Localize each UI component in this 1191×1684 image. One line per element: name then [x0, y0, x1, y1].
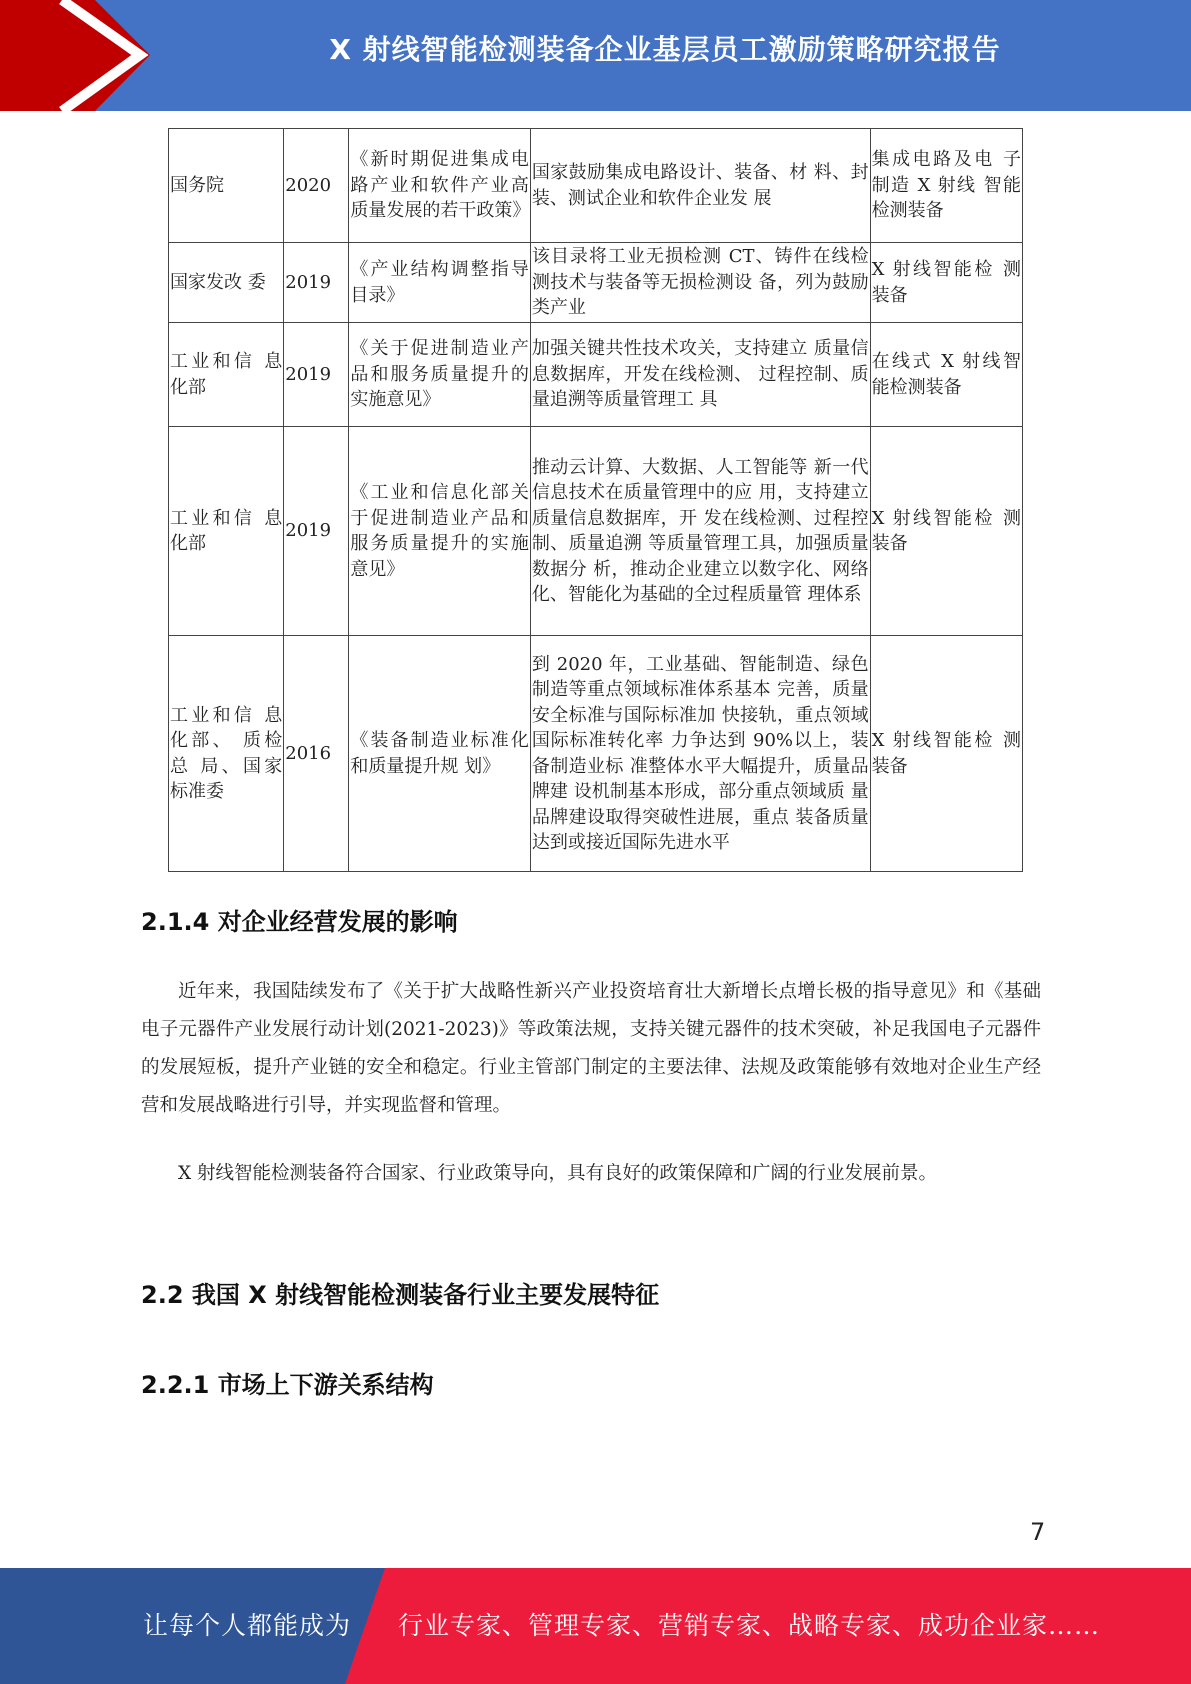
body-paragraph: 近年来，我国陆续发布了《关于扩大战略性新兴产业投资培育壮大新增长点增长极的指导意见》和《基础电子元器件产业发展行动计划(2021-2023)》等政策法规，支持关键元器件的技术突破，补足我国电子元器件的发展短板，提升产业链的安全和稳定。行业主管部门制定的主要法律、法规及政策能够有效地对企业生产经营和发展战略进行引导，并实现监督和管理。	[141, 981, 1041, 1116]
policy-cell: 《新时期促进集成电路产业和软件产业高质量发展的若干政策》	[349, 129, 530, 243]
content-cell: 推动云计算、大数据、人工智能等 新一代信息技术在质量管理中的应 用，支持建立质量信息数据库，开 发在线检测、过程控制、质量追溯 等质量管理工具，加强质量数据分 析，推动企业建立以数字化、网络 化、智能化为基础的全过程质量管 理体系	[530, 427, 870, 636]
issuer-cell: 工业和信 息化部	[169, 427, 284, 636]
year-cell: 2019	[284, 243, 349, 323]
policy-cell: 《产业结构调整指导目录》	[349, 243, 530, 323]
issuer-cell: 工业和信 息化部	[169, 323, 284, 427]
footer-slogan-right: 行业专家、管理专家、营销专家、战略专家、成功企业家……	[398, 1611, 1101, 1640]
year-cell: 2019	[284, 427, 349, 636]
policy-cell: 《装备制造业标准化和质量提升规 划》	[349, 636, 530, 872]
field-cell: X 射线智能检 测装备	[870, 427, 1022, 636]
table-row	[169, 427, 1023, 636]
table-row	[169, 129, 1023, 243]
year-cell: 2019	[284, 323, 349, 427]
footer-banner	[0, 1568, 1191, 1684]
policy-cell: 《工业和信息化部关于促进制造业产品和服务质量提升的实施意见》	[349, 427, 530, 636]
policy-table	[168, 128, 1023, 872]
content-cell: 加强关键共性技术攻关，支持建立 质量信息数据库，开发在线检测、 过程控制、质量追溯等质量管理工 具	[530, 323, 870, 427]
content-cell: 国家鼓励集成电路设计、装备、材 料、封装、测试企业和软件企业发 展	[530, 129, 870, 243]
section-heading-2-2: 2.2 我国 X 射线智能检测装备行业主要发展特征	[141, 1281, 660, 1309]
section-heading-2-1-4: 2.1.4 对企业经营发展的影响	[141, 908, 458, 936]
content-cell: 该目录将工业无损检测 CT、铸件在线检测技术与装备等无损检测设 备，列为鼓励类产业	[530, 243, 870, 323]
page-number: 7	[1030, 1518, 1046, 1546]
body-paragraph: X 射线智能检测装备符合国家、行业政策导向，具有良好的政策保障和广阔的行业发展前景。	[178, 1163, 938, 1184]
field-cell: X 射线智能检 测装备	[870, 243, 1022, 323]
issuer-cell: 国家发改 委	[169, 243, 284, 323]
section-heading-2-2-1: 2.2.1 市场上下游关系结构	[141, 1371, 434, 1399]
field-cell: 集成电路及电 子制造 X 射线 智能检测装备	[870, 129, 1022, 243]
table-row	[169, 323, 1023, 427]
field-cell: X 射线智能检 测装备	[870, 636, 1022, 872]
issuer-cell: 国务院	[169, 129, 284, 243]
footer-slogan-left: 让每个人都能成为	[143, 1611, 352, 1640]
header-banner	[0, 0, 1191, 111]
policy-cell: 《关于促进制造业产品和服务质量提升的实施意见》	[349, 323, 530, 427]
field-cell: 在线式 X 射线智能检测装备	[870, 323, 1022, 427]
content-cell: 到 2020 年，工业基础、智能制造、绿色制造等重点领域标准体系基本 完善，质量安全标准与国际标准加 快接轨，重点领域国际标准转化率 力争达到 90%以上，装备制造业标 准整体水平大幅提升，质量品牌建 设机制基本形成，部分重点领域质 量品牌建设取得突破性进展，重点 装备质量达到或接近国际先进水平	[530, 636, 870, 872]
year-cell: 2020	[284, 129, 349, 243]
issuer-cell: 工业和信 息化部、 质检总 局、国家标准委	[169, 636, 284, 872]
table-row	[169, 636, 1023, 872]
table-row	[169, 243, 1023, 323]
year-cell: 2016	[284, 636, 349, 872]
document-title: X 射线智能检测装备企业基层员工激励策略研究报告	[329, 33, 1001, 66]
